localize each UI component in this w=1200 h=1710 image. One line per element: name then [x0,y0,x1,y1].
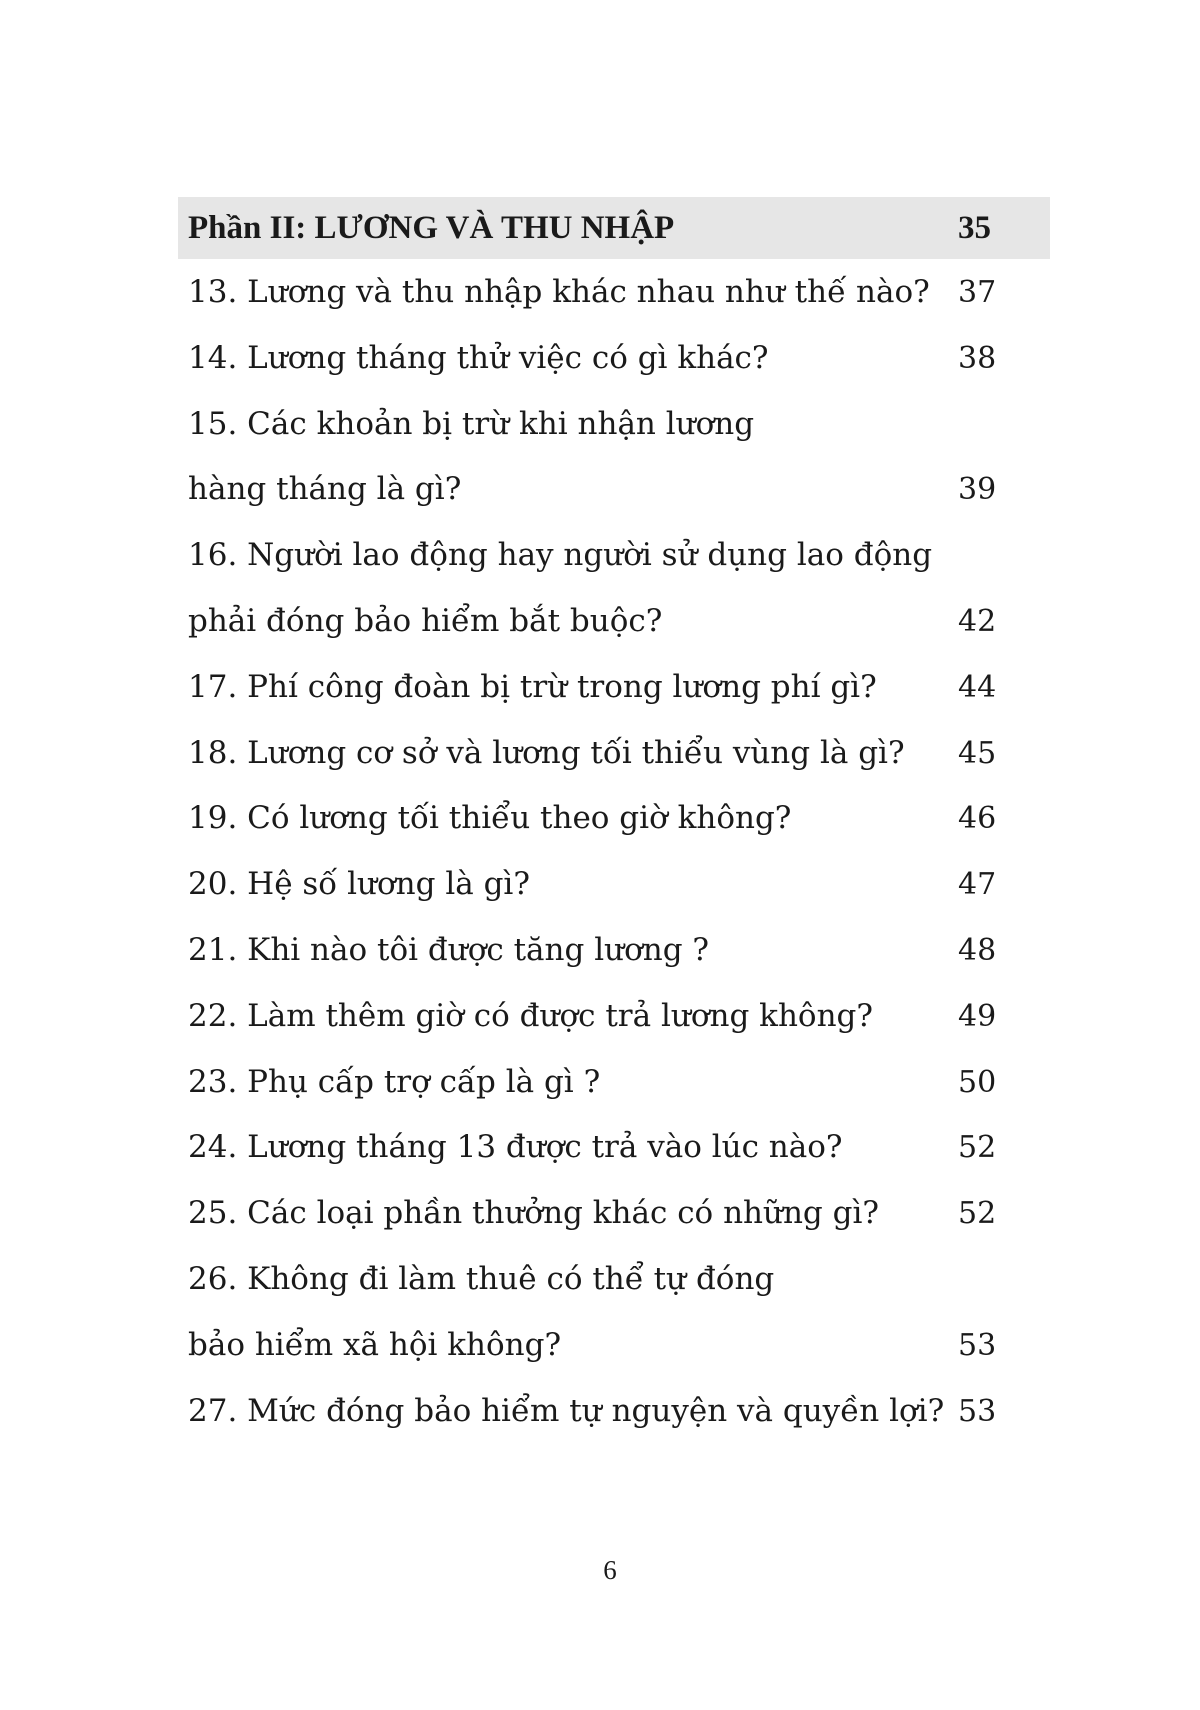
toc-entry-title: 27. Mức đóng bảo hiểm tự nguyện và quyền lợi? [188,1392,945,1429]
toc-entry-page: 37 [958,275,997,310]
toc-entry [188,1181,1028,1247]
toc-entry-title: 15. Các khoản bị trừ khi nhận lương [188,405,755,442]
toc-entry [188,1050,1028,1116]
toc-entry-title: 16. Người lao động hay người sử dụng lao động [188,537,933,574]
section-title: Phần II: LƯƠNG VÀ THU NHẬP [188,210,675,246]
toc-entry-title: 26. Không đi làm thuê có thể tự đóng [188,1260,775,1297]
toc-entry [188,786,1028,852]
toc-entry-page: 52 [958,1196,997,1232]
toc-entry-page: 52 [958,1130,997,1166]
toc-entry-continuation [188,589,1028,655]
toc-entry-page: 49 [958,998,997,1034]
toc-entry-title: 23. Phụ cấp trợ cấp là gì ? [188,1063,601,1100]
toc-entry-page: 45 [958,735,997,771]
table-of-contents [188,260,1028,1444]
toc-entry-page: 48 [958,932,997,968]
toc-entry-page: 39 [958,472,997,508]
toc-entry-page: 42 [958,603,997,639]
toc-entry-title: 25. Các loại phần thưởng khác có những gì? [188,1195,880,1232]
toc-entry [188,721,1028,787]
toc-entry [188,984,1028,1050]
toc-entry-continuation [188,1313,1028,1379]
toc-entry-title: 19. Có lương tối thiểu theo giờ không? [188,800,792,837]
toc-entry-title: 21. Khi nào tôi được tăng lương ? [188,931,710,968]
toc-entry-page: 53 [958,1327,997,1363]
toc-entry-continuation [188,457,1028,523]
toc-entry-page: 50 [958,1064,997,1100]
toc-entry [188,392,1028,458]
toc-entry [188,655,1028,721]
toc-entry [188,852,1028,918]
toc-entry [188,1379,1028,1445]
toc-entry-page: 46 [958,801,997,837]
toc-entry [188,1115,1028,1181]
toc-entry [188,918,1028,984]
toc-entry-page: 38 [958,340,997,376]
toc-entry-title: 17. Phí công đoàn bị trừ trong lương phí gì? [188,668,877,705]
toc-entry-title: bảo hiểm xã hội không? [188,1326,562,1363]
section-page-number: 35 [958,210,991,246]
section-header [178,197,1050,259]
page-number: 6 [603,1555,617,1585]
toc-entry-title: 18. Lương cơ sở và lương tối thiểu vùng là gì? [188,734,905,771]
toc-entry-title: 22. Làm thêm giờ có được trả lương không? [188,997,873,1034]
toc-entry [188,326,1028,392]
toc-entry [188,1247,1028,1313]
toc-entry [188,260,1028,326]
toc-entry-page: 44 [958,669,997,705]
toc-entry-title: phải đóng bảo hiểm bắt buộc? [188,602,663,639]
toc-entry-title: 14. Lương tháng thử việc có gì khác? [188,339,769,376]
toc-entry-title: 24. Lương tháng 13 được trả vào lúc nào? [188,1129,843,1166]
toc-entry [188,523,1028,589]
toc-entry-title: 20. Hệ số lương là gì? [188,866,530,903]
toc-entry-title: hàng tháng là gì? [188,471,462,508]
toc-entry-page: 47 [958,867,997,903]
toc-entry-title: 13. Lương và thu nhập khác nhau như thế nào? [188,274,930,310]
toc-entry-page: 53 [958,1393,997,1429]
